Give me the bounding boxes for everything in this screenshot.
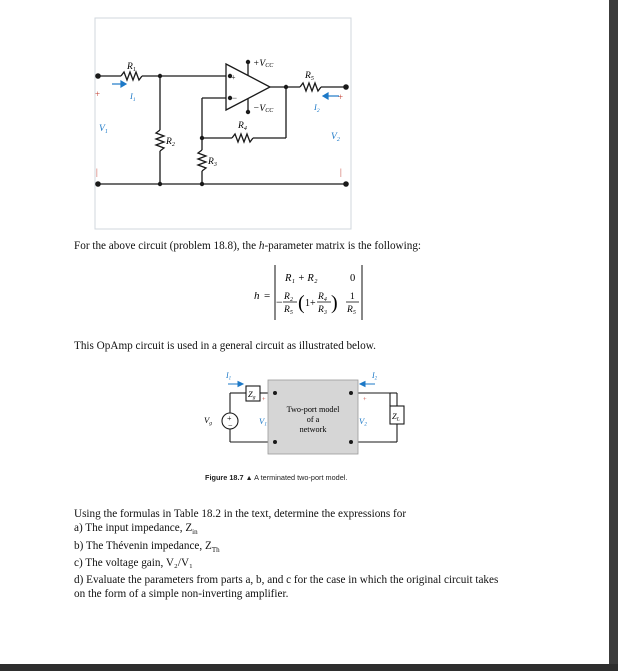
vcc-neg-label: −V [253, 104, 266, 114]
r5-label: R [305, 71, 311, 81]
zl-label: Z [392, 411, 397, 421]
svg-text:R4: $R_4$ [238, 121, 247, 132]
svg-text:ZL: ZL [392, 411, 400, 423]
question-d-line-1: d) Evaluate the parameters from parts a, b, and c for the case in which the original circuit takes [74, 574, 499, 586]
fig-v1-plus: + [262, 396, 266, 403]
i2-label: I [314, 102, 317, 112]
node-r3-ground [200, 182, 204, 186]
output-terminal-top [343, 84, 349, 90]
svg-text:I2: $I_2$ [314, 102, 320, 114]
v1-plus-sign: + [95, 89, 101, 99]
vcc-pos-label: +V [253, 59, 266, 69]
circuit-frame [95, 18, 351, 229]
zg-label: Z [248, 389, 253, 399]
h-matrix-equation [245, 262, 375, 324]
box-line-3: network [299, 425, 327, 434]
svg-text:−: − [276, 295, 283, 309]
fig-i2-arrow [360, 382, 365, 387]
matrix-m11: R₁ + R₂ [285, 273, 318, 284]
opamp-plus-sign: + [231, 73, 236, 82]
matrix-h: h [254, 290, 260, 302]
node-r1-r2 [158, 74, 162, 78]
output-terminal-bottom [343, 181, 349, 187]
fig-i1-label: I [226, 371, 229, 380]
question-b: b) The Thévenin impedance, $Z_{Th}$ [74, 540, 220, 555]
svg-text:R2: $R_2$ [166, 137, 175, 148]
usage-paragraph: This OpAmp circuit is used in a general circuit as illustrated below. [74, 340, 376, 352]
svg-text:V2: V2 [359, 416, 367, 428]
svg-text:V2: $V_2$ [331, 132, 340, 143]
figure-caption [205, 473, 347, 482]
v2-plus-sign: + [338, 92, 344, 102]
matrix-eq: = [264, 290, 271, 302]
question-d-line-2: on the form of a simple non-inverting amplifier. [74, 588, 289, 600]
r1-label: R [127, 62, 133, 72]
r3-label: R [208, 157, 214, 167]
fig-i2-label: I [372, 371, 375, 380]
fig-v2-plus: + [363, 396, 367, 403]
box-line-2: of a [306, 415, 320, 424]
svg-text:−: − [228, 421, 233, 430]
r1-sub: 1 [132, 67, 136, 73]
svg-text:V1: V1 [259, 416, 267, 428]
two-port-figure [0, 366, 609, 471]
r2-label: R [166, 137, 172, 147]
svg-text:): ) [331, 292, 338, 314]
fig-i1-arrow [238, 382, 243, 387]
caption-triangle-icon: ▲ [245, 475, 253, 482]
matrix-m21-den: R₅ [284, 305, 294, 315]
matrix-m22-num: 1 [350, 292, 355, 302]
svg-text:R5: $R_5$ [305, 71, 314, 82]
svg-text:Vg: Vg [204, 415, 212, 427]
opamp-minus-sign: − [232, 93, 238, 103]
svg-text:(: ( [298, 292, 305, 314]
viewer-bottom-edge [0, 664, 618, 671]
matrix-m21-num: R₂ [284, 292, 294, 302]
box-line-1: Two-port model [286, 405, 340, 414]
svg-text:I2: I2 [372, 371, 378, 382]
node-output [284, 85, 288, 89]
svg-text:−VCC: −VCC [253, 104, 274, 114]
svg-text:+VCC: +VCC [253, 59, 274, 69]
viewer-right-edge [609, 0, 618, 671]
v2-label: V [331, 132, 337, 142]
vg-label: V [204, 415, 210, 425]
input-terminal-bottom [95, 181, 101, 187]
svg-text:V1: $V_1$ [99, 124, 108, 135]
r4-label: R [238, 121, 244, 131]
intro-paragraph: For the above circuit (problem 18.8), the h-parameter matrix is the following: [74, 240, 422, 252]
vcc-neg-terminal [246, 110, 250, 114]
svg-text:R3: $R_3$ [208, 157, 217, 168]
h-italic: h [258, 240, 265, 252]
using-paragraph: Using the formulas in Table 18.2 in the text, determine the expressions for [74, 508, 407, 520]
vg-plus: + [227, 414, 232, 423]
opamp-circuit-diagram [0, 0, 609, 240]
vcc-pos-terminal [246, 60, 250, 64]
v1-label: V [99, 124, 105, 134]
question-a: a) The input impedance, $Z_{in}$ [74, 522, 198, 537]
matrix-one-plus: 1+ [305, 298, 316, 309]
node-feedback [200, 136, 204, 140]
i1-label: I [130, 91, 133, 101]
svg-text:I1: I1 [226, 371, 232, 382]
matrix-m12: 0 [350, 273, 356, 284]
fig-v1-label: V [259, 416, 265, 426]
svg-text:Zg: Zg [248, 389, 256, 401]
v1-minus-sign: | [96, 167, 98, 177]
node-r2-ground [158, 182, 162, 186]
v2-minus-sign: | [340, 167, 342, 177]
fig-v2-label: V [359, 416, 365, 426]
svg-text:I1: $I_1$ [130, 91, 136, 103]
input-terminal-top [95, 73, 101, 79]
matrix-inner-den: R₃ [318, 305, 328, 315]
caption-label: Figure 18.7 [205, 473, 244, 482]
caption-text: A terminated two-port model. [254, 473, 348, 482]
question-c: c) The voltage gain, V₂/V₁ [74, 557, 193, 569]
matrix-m22-den: R₅ [347, 305, 357, 315]
matrix-inner-num: R₄ [318, 292, 328, 302]
